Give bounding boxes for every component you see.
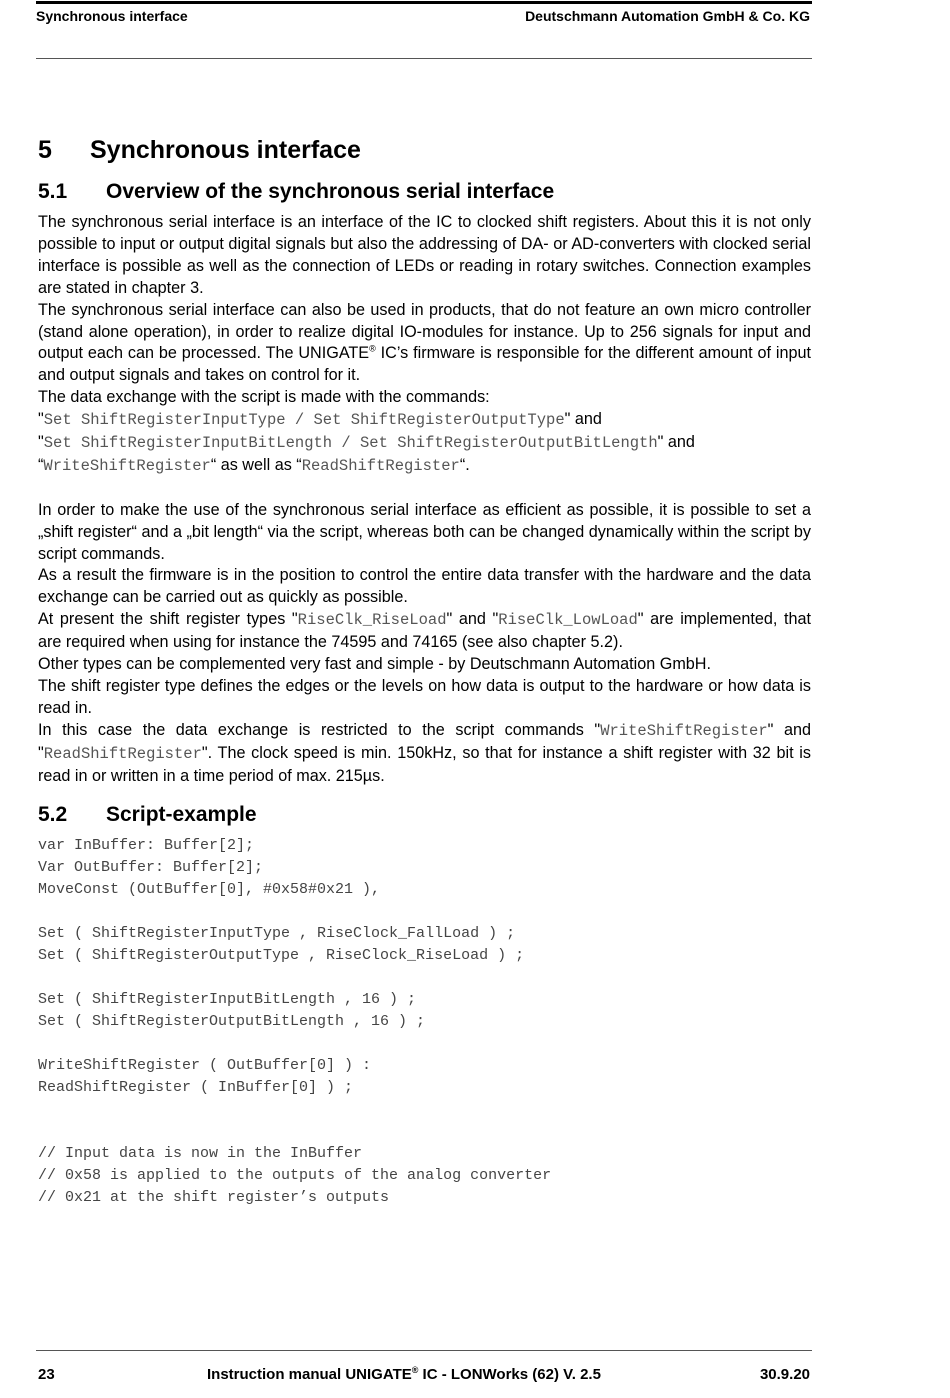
footer-date: 30.9.20 bbox=[759, 1366, 810, 1383]
paragraph-1: The synchronous serial interface is an interface of the IC to clocked shift registers. About this it is not only possible to input or output digital signals but also the addressing of DA- or AD-converters with clocked serial interface is possible as well as the connection of LEDs or reading in rotary switches. Connection examples are stated in chapter 3. bbox=[38, 213, 811, 297]
chapter-title: Synchronous interface bbox=[90, 136, 361, 164]
code-line: Set ( ShiftRegisterInputBitLength , 16 ) ; bbox=[38, 990, 417, 1008]
paragraph-4: In order to make the use of the synchronous serial interface as efficient as possible, it is possible to set a „shift register“ and a „bit length“ via the script, whereas both can be changed dynamically within the script by script commands. bbox=[38, 500, 811, 563]
section-heading-5-2 bbox=[38, 801, 811, 829]
code-line: MoveConst (OutBuffer[0], #0x58#0x21 ), bbox=[38, 880, 381, 898]
section-number: 5.2 bbox=[38, 802, 68, 826]
command-line-3: “WriteShiftRegister“ as well as “ReadShiftRegister“. bbox=[38, 455, 470, 475]
code-comment: // Input data is now in the InBuffer bbox=[38, 1144, 363, 1162]
paragraph-8: The shift register type defines the edges or the levels on how data is output to the hardware or how data is read in. bbox=[38, 677, 811, 717]
code-blank-line bbox=[38, 1121, 811, 1143]
paragraph-9: In this case the data exchange is restricted to the script commands "WriteShiftRegister" and "ReadShiftRegister". The clock speed is min. 150kHz, so that for instance a shift register with 32 bit is read in or written in a time period of max. 215µs. bbox=[38, 720, 811, 785]
code-block bbox=[38, 835, 811, 1209]
code-blank-line bbox=[38, 901, 811, 923]
page-content bbox=[38, 128, 811, 1209]
section-title: Script-example bbox=[106, 802, 257, 826]
paragraph-6: At present the shift register types "RiseClk_RiseLoad" and "RiseClk_LowLoad" are implemented, that are required when using for instance the 74595 and 74165 (see also chapter 5.2). bbox=[38, 610, 811, 652]
header-section-title: Synchronous interface bbox=[36, 8, 188, 24]
paragraph-2: The synchronous serial interface can also be used in products, that do not feature an own micro controller (stand alone operation), in order to realize digital IO-modules for instance. Up to 256 signals for input and output each can be processed. The UNIGATE® IC’s firmware is responsible for the different amount of input and output signals and takes on control for it. bbox=[38, 300, 811, 385]
section-title: Overview of the synchronous serial interface bbox=[106, 180, 555, 203]
code-line: var InBuffer: Buffer[2]; bbox=[38, 836, 255, 854]
code-line: Set ( ShiftRegisterInputType , RiseClock_FallLoad ) ; bbox=[38, 924, 516, 942]
section-heading-5-1 bbox=[38, 178, 811, 206]
footer-manual-title: Instruction manual UNIGATE® IC - LONWorks (62) V. 2.5 bbox=[207, 1365, 601, 1383]
paragraph-3: The data exchange with the script is made with the commands: bbox=[38, 388, 490, 407]
section-number: 5.1 bbox=[38, 180, 68, 203]
header-top-rule bbox=[36, 1, 812, 4]
command-line-2: "Set ShiftRegisterInputBitLength / Set ShiftRegisterOutputBitLength" and bbox=[38, 433, 695, 453]
footer-rule bbox=[36, 1350, 812, 1351]
code-line: Var OutBuffer: Buffer[2]; bbox=[38, 858, 264, 876]
paragraph-gap bbox=[38, 478, 811, 500]
code-blank-line bbox=[38, 1099, 811, 1121]
code-blank-line bbox=[38, 967, 811, 989]
code-line: Set ( ShiftRegisterOutputBitLength , 16 ) ; bbox=[38, 1012, 426, 1030]
code-line: Set ( ShiftRegisterOutputType , RiseClock_RiseLoad ) ; bbox=[38, 946, 525, 964]
paragraph-5: As a result the firmware is in the position to control the entire data transfer with the hardware and the data exchange can be carried out as quickly as possible. bbox=[38, 566, 811, 607]
chapter-heading bbox=[38, 133, 811, 167]
code-line: WriteShiftRegister ( OutBuffer[0] ) : bbox=[38, 1056, 372, 1074]
chapter-number: 5 bbox=[38, 136, 52, 164]
paragraph-7: Other types can be complemented very fast and simple - by Deutschmann Automation GmbH. bbox=[38, 655, 711, 674]
header-company: Deutschmann Automation GmbH & Co. KG bbox=[525, 8, 810, 24]
code-comment: // 0x21 at the shift register’s outputs bbox=[38, 1188, 390, 1206]
page-number: 23 bbox=[38, 1366, 55, 1383]
code-comment: // 0x58 is applied to the outputs of the analog converter bbox=[38, 1166, 552, 1184]
code-line: ReadShiftRegister ( InBuffer[0] ) ; bbox=[38, 1078, 354, 1096]
header-rule bbox=[36, 58, 812, 59]
command-line-1: "Set ShiftRegisterInputType / Set ShiftRegisterOutputType" and bbox=[38, 410, 602, 430]
code-blank-line bbox=[38, 1033, 811, 1055]
